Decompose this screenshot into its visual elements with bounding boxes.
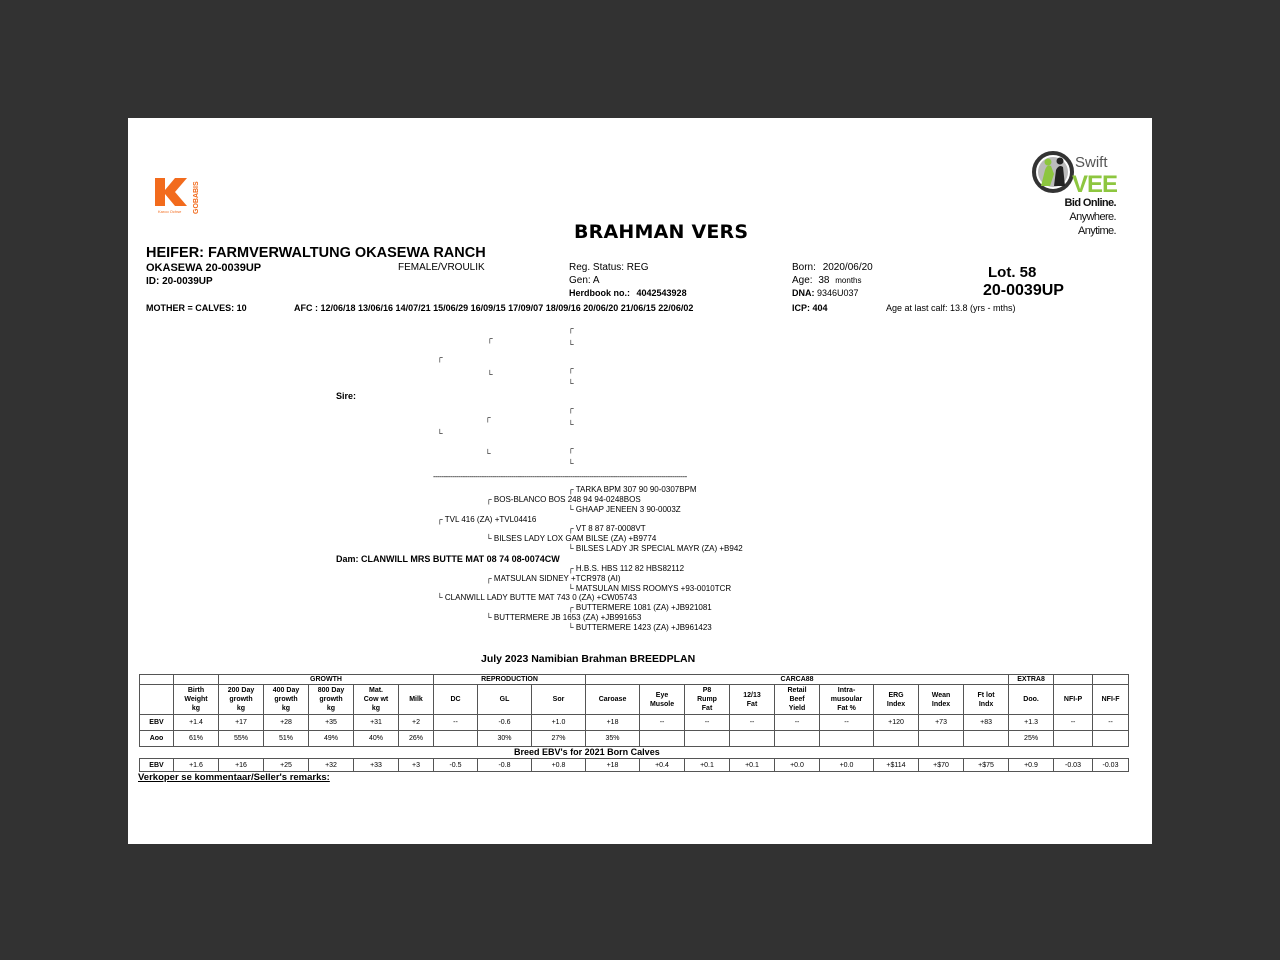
herdbook-value: 4042543928 xyxy=(636,288,687,298)
table-cell: -0.5 xyxy=(434,759,478,772)
table-cell xyxy=(1054,731,1093,747)
column-header xyxy=(640,685,685,715)
breed-ebv-table xyxy=(139,758,1129,772)
table-cell: +1.6 xyxy=(174,759,219,772)
pedigree-bracket: ┌ xyxy=(568,603,574,612)
sire-pedigree-bracket: ┌ xyxy=(437,353,443,362)
column-header xyxy=(730,685,775,715)
column-header-line: Retail xyxy=(787,687,807,694)
animal-name: OKASEWA 20-0039UP xyxy=(146,262,262,274)
table-cell: +32 xyxy=(309,759,354,772)
table-cell xyxy=(964,731,1009,747)
animal-id: ID: 20-0039UP xyxy=(146,276,213,287)
table-cell xyxy=(640,731,685,747)
table-cell: +120 xyxy=(874,715,919,731)
sire-pedigree-bracket: └ xyxy=(568,459,574,468)
table-cell: 40% xyxy=(354,731,399,747)
table-cell: +18 xyxy=(586,759,640,772)
sire-pedigree-bracket: └ xyxy=(568,340,574,349)
column-header-line: Rump xyxy=(697,696,717,703)
column-header xyxy=(775,685,820,715)
table-cell: -0.6 xyxy=(478,715,532,731)
column-header-line: Musole xyxy=(649,700,675,708)
column-header-line: musoular xyxy=(830,696,863,703)
column-header-line: GL xyxy=(499,696,510,703)
table-cell: +17 xyxy=(219,715,264,731)
column-header xyxy=(532,685,586,715)
table-cell: -- xyxy=(730,715,775,731)
table-cell: +1.0 xyxy=(532,715,586,731)
table-cell: 25% xyxy=(1009,731,1054,747)
svg-text:GOBABIS: GOBABIS xyxy=(193,181,200,214)
herdbook-label: Herdbook no.: xyxy=(569,288,630,298)
column-header-line: Weight xyxy=(184,696,208,703)
table-cell: 61% xyxy=(174,731,219,747)
svg-text:VEE: VEE xyxy=(1072,171,1117,198)
table-cell: -- xyxy=(1054,715,1093,731)
svg-text:Anywhere.: Anywhere. xyxy=(1069,211,1116,223)
row-label: Aoo xyxy=(140,731,174,747)
table-cell: +18 xyxy=(586,715,640,731)
table-cell: +3 xyxy=(399,759,434,772)
table-cell: 49% xyxy=(309,731,354,747)
pedigree-bracket: ┌ xyxy=(486,495,492,504)
table-cell: -- xyxy=(434,715,478,731)
pedigree-bracket: └ xyxy=(568,623,574,632)
age-at-last-calf: Age at last calf: 13.8 (yrs - mths) xyxy=(886,303,1016,313)
table-cell: -- xyxy=(640,715,685,731)
table-cell: +16 xyxy=(219,759,264,772)
column-header xyxy=(174,685,219,715)
table-cell: 35% xyxy=(586,731,640,747)
table-cell: 51% xyxy=(264,731,309,747)
group-extras: EXTRA8 xyxy=(1009,675,1054,685)
column-header-line: Beef xyxy=(789,696,805,703)
pedigree-bracket: ┌ xyxy=(568,485,574,494)
dam-sire-dam-dam: BILSES LADY JR SPECIAL MAYR (ZA) +B942 xyxy=(575,544,743,553)
column-header xyxy=(1054,685,1093,715)
age-unit: months xyxy=(835,276,862,285)
breedplan-title: July 2023 Namibian Brahman BREEDPLAN xyxy=(481,653,696,665)
dam-dam-dam: BUTTERMERE JB 1653 (ZA) +JB991653 xyxy=(493,613,642,622)
table-cell: +0.1 xyxy=(730,759,775,772)
dna-label: DNA: xyxy=(792,288,815,298)
group-growth: GROWTH xyxy=(219,675,434,685)
column-header xyxy=(354,685,399,715)
table-cell: -- xyxy=(685,715,730,731)
pedigree-divider: ------------------------------------------------------------------------------------------------------------------------ xyxy=(433,472,687,481)
row-label: EBV xyxy=(140,715,174,731)
sire-pedigree-bracket: └ xyxy=(568,420,574,429)
icp: ICP: 404 xyxy=(792,303,828,313)
table-cell: 27% xyxy=(532,731,586,747)
column-header xyxy=(1093,685,1129,715)
age-value: 38 xyxy=(818,275,830,286)
afc-dates: AFC : 12/06/18 13/06/16 14/07/21 15/06/29 16/09/15 17/09/07 18/09/16 20/06/20 21/06/15 22/06/02 xyxy=(294,303,694,313)
animal-sex: FEMALE/VROULIK xyxy=(398,262,485,273)
table-cell xyxy=(874,731,919,747)
column-header-line: Cow wt xyxy=(363,696,389,703)
column-header xyxy=(399,685,434,715)
column-header-line: Mat. xyxy=(369,687,383,694)
dam-sire-sire-dam: GHAAP JENEEN 3 90-0003Z xyxy=(575,505,681,514)
table-cell: +0.1 xyxy=(685,759,730,772)
column-header-line: ERG xyxy=(888,691,904,699)
column-header-line: NFI-F xyxy=(1101,696,1120,703)
table-cell: +25 xyxy=(264,759,309,772)
column-header xyxy=(309,685,354,715)
group-reproduction: REPRODUCTION xyxy=(434,675,586,685)
svg-text:Karoo Ochse: Karoo Ochse xyxy=(158,209,182,214)
header-row xyxy=(140,685,1129,715)
lot-animal-id: 20-0039UP xyxy=(983,282,1064,299)
table-cell: +0.0 xyxy=(775,759,820,772)
swiftvee-logo xyxy=(1031,150,1117,238)
table-cell: 55% xyxy=(219,731,264,747)
pedigree-bracket: └ xyxy=(486,613,492,622)
table-cell: +0.9 xyxy=(1009,759,1054,772)
sire-label: Sire: xyxy=(336,391,357,401)
sire-pedigree-bracket: ┌ xyxy=(568,324,574,333)
pedigree-bracket: └ xyxy=(437,593,443,602)
column-header-line: Milk xyxy=(409,696,423,703)
pedigree-bracket: └ xyxy=(486,534,492,543)
column-header-line: 400 Day xyxy=(272,687,300,694)
table-cell: +0.4 xyxy=(640,759,685,772)
table-cell: +0.8 xyxy=(532,759,586,772)
dam-dam-dam-sire: BUTTERMERE 1081 (ZA) +JB921081 xyxy=(575,603,712,612)
table-cell: +33 xyxy=(354,759,399,772)
table-cell xyxy=(775,731,820,747)
column-header xyxy=(964,685,1009,715)
sale-catalogue-page xyxy=(128,118,1152,844)
table-cell: +31 xyxy=(354,715,399,731)
column-header-line: Ft lot xyxy=(977,691,995,699)
seller-remarks-label: Verkoper se kommentaar/Seller's remarks: xyxy=(138,772,330,783)
ebv-row xyxy=(140,715,1129,731)
column-header-line: 12/13 xyxy=(743,691,761,699)
table-cell: +1.3 xyxy=(1009,715,1054,731)
table-cell: +0.0 xyxy=(820,759,874,772)
karoo-ochse-gobabis-logo xyxy=(153,176,203,216)
table-cell: +$114 xyxy=(874,759,919,772)
born-date xyxy=(792,262,873,273)
column-header-line: Fat % xyxy=(837,705,856,712)
column-header-line: P8 xyxy=(702,687,712,694)
age-label: Age: xyxy=(792,275,813,286)
column-header-line: growth xyxy=(274,696,298,703)
table-cell: +35 xyxy=(309,715,354,731)
column-header xyxy=(685,685,730,715)
column-header-line: kg xyxy=(236,705,246,712)
column-header-line: Index xyxy=(931,700,951,708)
column-header xyxy=(586,685,640,715)
column-header-line: kg xyxy=(191,705,201,712)
sire-pedigree-bracket: ┌ xyxy=(487,334,493,343)
table-cell xyxy=(820,731,874,747)
table-cell: +73 xyxy=(919,715,964,731)
sire-pedigree-bracket: └ xyxy=(568,379,574,388)
breedplan-table xyxy=(139,674,1129,747)
table-cell: +83 xyxy=(964,715,1009,731)
table-cell: +28 xyxy=(264,715,309,731)
table-cell: -0.03 xyxy=(1093,759,1129,772)
column-header xyxy=(264,685,309,715)
svg-text:Anytime.: Anytime. xyxy=(1078,225,1116,237)
column-header-line: Sor xyxy=(552,696,565,703)
sire-pedigree-bracket: └ xyxy=(487,370,493,379)
dam-sire-sire: BOS-BLANCO BOS 248 94 94-0248BOS xyxy=(493,495,641,504)
dna-value: 9346U037 xyxy=(817,288,859,298)
sire-pedigree-bracket: ┌ xyxy=(485,413,491,422)
born-label: Born: xyxy=(792,262,816,273)
document-title: BRAHMAN VERS xyxy=(574,221,749,243)
table-cell xyxy=(730,731,775,747)
dam-sire: TVL 416 (ZA) +TVL04416 xyxy=(444,515,537,524)
breed-ebv-title: Breed EBV's for 2021 Born Calves xyxy=(514,747,660,757)
sire-pedigree-bracket: └ xyxy=(437,429,443,438)
table-cell: +2 xyxy=(399,715,434,731)
dam-sire-sire-sire: TARKA BPM 307 90 90-0307BPM xyxy=(575,485,697,494)
dna xyxy=(792,288,859,298)
column-header xyxy=(219,685,264,715)
dam-dam-sire: MATSULAN SIDNEY +TCR978 (AI) xyxy=(493,574,621,583)
column-header-line: Eye xyxy=(655,691,669,699)
table-cell xyxy=(685,731,730,747)
group-carcass: CARCA88 xyxy=(586,675,1009,685)
dam-sire-dam: BILSES LADY LOX GAM BILSE (ZA) +B9774 xyxy=(493,534,657,543)
svg-text:Swift: Swift xyxy=(1075,154,1108,171)
table-cell: -0.03 xyxy=(1054,759,1093,772)
column-header xyxy=(919,685,964,715)
pedigree-bracket: └ xyxy=(568,544,574,553)
heifer-heading: HEIFER: FARMVERWALTUNG OKASEWA RANCH xyxy=(146,245,486,261)
row-label: EBV xyxy=(140,759,174,772)
sire-pedigree-bracket: ┌ xyxy=(568,364,574,373)
column-header-line: Fat xyxy=(746,700,758,708)
column-header-line: 800 Day xyxy=(317,687,345,694)
column-header-line: DC xyxy=(450,696,461,703)
pedigree-bracket: ┌ xyxy=(437,515,443,524)
column-header-line: growth xyxy=(319,696,343,703)
table-cell: +$70 xyxy=(919,759,964,772)
svg-text:Bid Online.: Bid Online. xyxy=(1064,197,1116,209)
pedigree-bracket: ┌ xyxy=(568,564,574,573)
column-header xyxy=(820,685,874,715)
herdbook-number xyxy=(569,288,687,298)
table-cell xyxy=(434,731,478,747)
table-cell: 30% xyxy=(478,731,532,747)
pedigree-bracket: └ xyxy=(568,505,574,514)
column-header-line: Caroase xyxy=(598,696,627,703)
table-cell: +1.4 xyxy=(174,715,219,731)
column-header-line: Indx xyxy=(978,700,994,708)
column-header-line: Intra- xyxy=(837,687,856,694)
table-cell xyxy=(919,731,964,747)
pedigree-bracket: └ xyxy=(568,584,574,593)
reg-status: Reg. Status: REG xyxy=(569,262,649,273)
mother-calves: MOTHER = CALVES: 10 xyxy=(146,303,247,313)
table-cell: 26% xyxy=(399,731,434,747)
column-header xyxy=(1009,685,1054,715)
column-header-line: Index xyxy=(886,700,906,708)
dam-dam-sire-sire: H.B.S. HBS 112 82 HBS82112 xyxy=(575,564,685,573)
column-header-line: Doo. xyxy=(1023,696,1039,703)
column-header xyxy=(434,685,478,715)
pedigree-bracket: ┌ xyxy=(486,574,492,583)
column-header-line: growth xyxy=(229,696,253,703)
column-header-line: Fat xyxy=(701,705,713,712)
dam-dam-dam-dam: BUTTERMERE 1423 (ZA) +JB961423 xyxy=(575,623,712,632)
table-cell xyxy=(1093,731,1129,747)
column-header-line: Wean xyxy=(931,691,951,699)
column-header-line: Yield xyxy=(788,705,806,712)
table-cell: -- xyxy=(820,715,874,731)
table-cell: -- xyxy=(775,715,820,731)
age xyxy=(792,275,862,286)
table-cell: +$75 xyxy=(964,759,1009,772)
dam-label: Dam: CLANWILL MRS BUTTE MAT 08 74 08-0074CW xyxy=(336,554,560,564)
generation: Gen: A xyxy=(569,275,600,286)
sire-pedigree-bracket: └ xyxy=(485,449,491,458)
born-value: 2020/06/20 xyxy=(822,262,873,273)
sire-pedigree-bracket: ┌ xyxy=(568,444,574,453)
lot-number: Lot. 58 xyxy=(988,264,1037,281)
dam-dam-sire-dam: MATSULAN MISS ROOMYS +93-0010TCR xyxy=(575,584,732,593)
pedigree-bracket: ┌ xyxy=(568,524,574,533)
table-cell: -- xyxy=(1093,715,1129,731)
column-header-line: kg xyxy=(281,705,291,712)
dam-dam: CLANWILL LADY BUTTE MAT 743 0 (ZA) +CW05743 xyxy=(444,593,637,602)
column-header-line: 200 Day xyxy=(227,687,255,694)
sire-pedigree-bracket: ┌ xyxy=(568,404,574,413)
column-header-line: NFI-P xyxy=(1063,696,1083,703)
breed-ebv-row xyxy=(140,759,1129,772)
column-header xyxy=(478,685,532,715)
column-header-line: kg xyxy=(326,705,336,712)
column-header xyxy=(874,685,919,715)
column-header-line: kg xyxy=(371,705,381,712)
column-header-line: Birth xyxy=(187,687,205,694)
dam-sire-dam-sire: VT 8 87 87-0008VT xyxy=(575,524,646,533)
table-cell: -0.8 xyxy=(478,759,532,772)
accuracy-row xyxy=(140,731,1129,747)
